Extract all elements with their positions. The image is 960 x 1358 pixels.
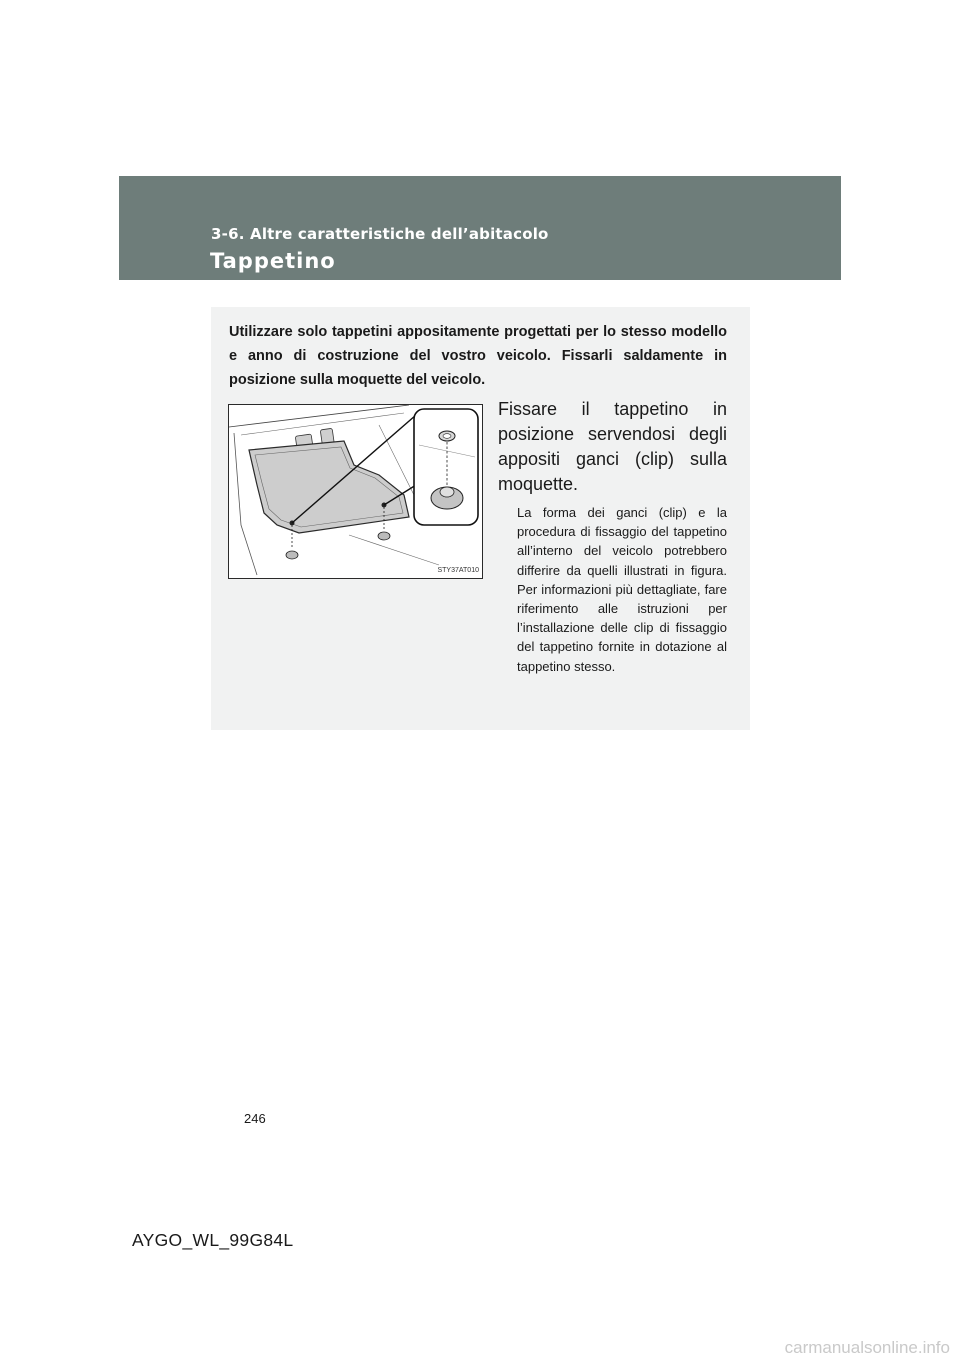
floor-hook-right	[378, 532, 390, 540]
instruction-text: Fissare il tappetino in posizione servendosi degli appositi ganci (clip) sulla moquette.	[498, 399, 727, 494]
floor-mat-shape	[249, 441, 409, 533]
figure-code: STY37AT010	[437, 567, 479, 574]
watermark: carmanualsonline.info	[784, 1338, 950, 1357]
note-text: La forma dei ganci (clip) e la procedura di fissaggio del tappetino all’interno del veicolo potrebbero differire da quelli illustrati in figura. Per informazioni più dettagliate, fare riferimento alle istruzioni per l’installazione delle clip di fissaggio del tappetino fornite in dotazione al tappetino stesso.	[517, 505, 727, 674]
page-title: Tappetino	[210, 249, 336, 273]
document-code: AYGO_WL_99G84L	[132, 1230, 294, 1250]
page-number: 246	[244, 1111, 266, 1126]
floor-hook-left	[286, 551, 298, 559]
floor-mat-drawing	[229, 405, 482, 578]
intro-paragraph: Utilizzare solo tappetini appositamente progettati per lo stesso modello e anno di costruzione del vostro veicolo. Fissarli saldamente in posizione sulla moquette del veicolo.	[229, 324, 727, 388]
section-label: 3-6. Altre caratteristiche dell’abitacolo	[211, 225, 549, 243]
floor-mat-illustration	[228, 404, 483, 579]
